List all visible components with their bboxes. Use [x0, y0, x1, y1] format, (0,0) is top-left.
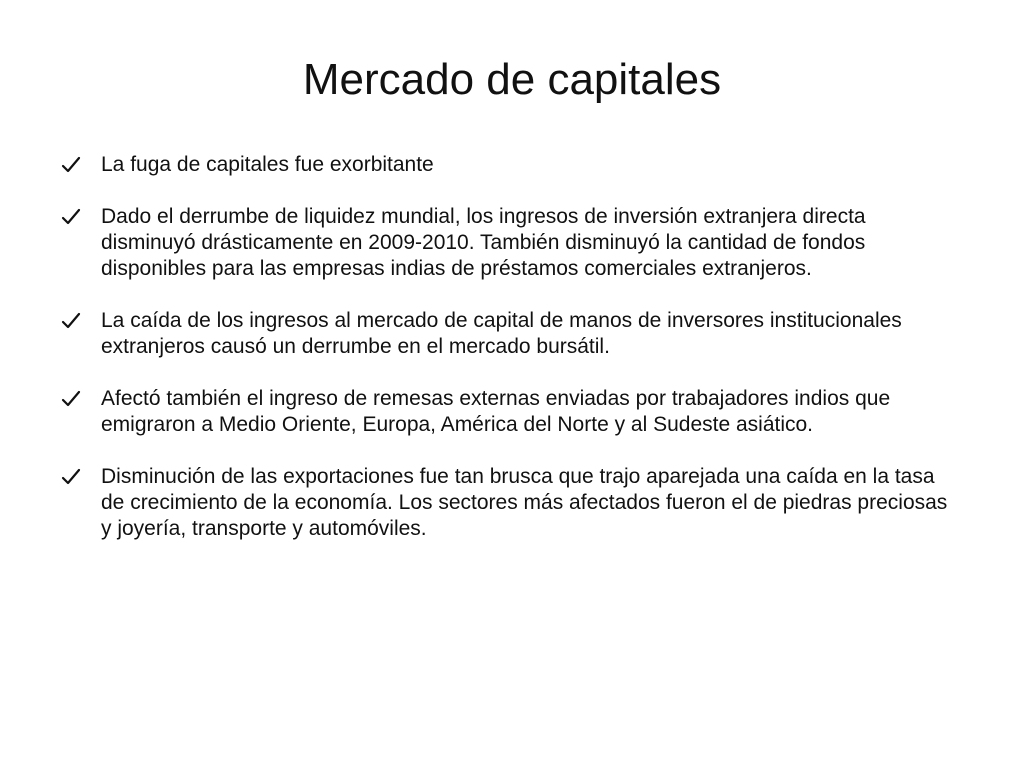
bullet-item [60, 308, 960, 360]
bullet-text: La caída de los ingresos al mercado de capital de manos de inversores institucionales extranjeros causó un derrumbe en el mercado bursátil. [101, 309, 902, 358]
checkmark-icon [60, 308, 82, 334]
slide-title: Mercado de capitales [302, 55, 722, 104]
checkmark-icon [60, 204, 82, 230]
bullet-text: Afectó también el ingreso de remesas externas enviadas por trabajadores indios que emigraron a Medio Oriente, Europa, América del Norte y al Sudeste asiático. [101, 387, 891, 436]
bullet-item [60, 204, 960, 282]
bullet-text: La fuga de capitales fue exorbitante [101, 153, 434, 176]
bullet-item [60, 386, 960, 438]
checkmark-icon [60, 464, 82, 490]
bullet-text: Dado el derrumbe de liquidez mundial, los ingresos de inversión extranjera directa disminuyó drásticamente en 2009-2010. También disminuyó la cantidad de fondos disponibles para las empresas indias de préstamos comerciales extranjeros. [101, 205, 866, 280]
bullet-item [60, 152, 960, 178]
bullet-list [60, 152, 960, 568]
bullet-text: Disminución de las exportaciones fue tan brusca que trajo aparejada una caída en la tasa de crecimiento de la economía. Los sectores más afectados fueron el de piedras preciosas y joyería, transporte y automóviles. [101, 465, 948, 540]
checkmark-icon [60, 386, 82, 412]
bullet-item [60, 464, 960, 542]
checkmark-icon [60, 152, 82, 178]
